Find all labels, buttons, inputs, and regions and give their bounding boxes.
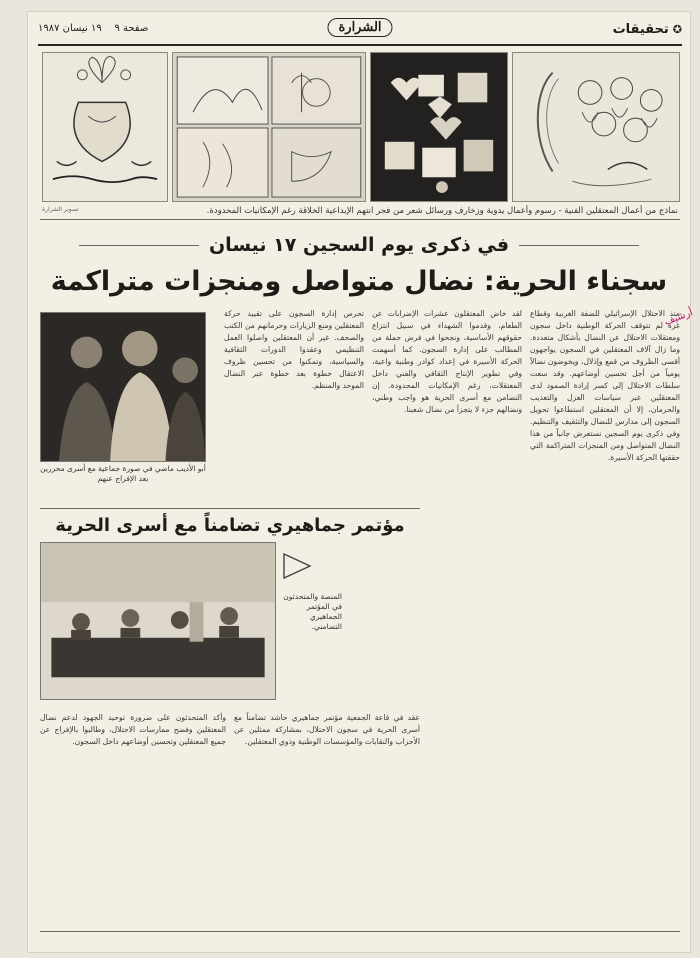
handwritten-annotation: أرشيف <box>663 307 695 328</box>
conference-column-2: وأكد المتحدثون على ضرورة توحيد الجهود لدعم نضال المعتقلين وفضح ممارسات الاحتلال، وطالبوا بالإفراج عن جميع المعتقلين وتحسين أوضاعهم داخل السجون. <box>40 713 226 746</box>
released-prisoners-caption: أبو الأديب ماضي في صورة جماعية مع أسرى محررين بعد الإفراج عنهم <box>40 464 206 483</box>
article-column-2: لقد خاض المعتقلون عشرات الإضرابات عن الطعام، وقدموا الشهداء في سبيل انتزاع حقوقهم الأساسية، ونجحوا في فرض جملة من المطالب على إدارة السجون. كما أسهمت الحركة الأسيرة في إعداد كوادر وطنية واعية، وفي تطوير الإنتاج الثقافي والفني داخل المعتقلات، رغم الإمكانيات المحدودة. إن التضامن مع أسرى الحرية هو واجب وطني، ونضالهم جزء لا يتجزأ من نضال شعبنا. <box>372 309 522 414</box>
vase-drawing-illustration <box>43 53 167 201</box>
drawings-collage-photo <box>172 52 366 202</box>
issue-date: ١٩ نيسان ١٩٨٧ <box>38 23 102 34</box>
kicker-rule-left <box>79 245 199 246</box>
article-kicker: في ذكرى يوم السجين ١٧ نيسان <box>28 234 690 256</box>
drawing-photo-children <box>512 52 680 202</box>
conference-panel-illustration <box>41 543 275 699</box>
masthead <box>38 18 682 46</box>
handicraft-photo-frames <box>370 52 508 202</box>
released-prisoners-photo <box>40 312 206 462</box>
conference-article <box>40 712 420 912</box>
article-column-1: منذ الاحتلال الإسرائيلي للضفة الغربية وقطاع غزة لم تتوقف الحركة الوطنية داخل سجون ومعتقلات الاحتلال عن النضال بأشكال متعددة. وما زال آلاف المعتقلين في السجون يواجهون أقسى الظروف من قمع وإذلال، ويخوضون نضالاً يومياً من أجل تحسين أوضاعهم. وقد سعت سلطات الاحتلال إلى كسر إرادة الصمود لدى المعتقلين عبر سياسات العزل والتعذيب والحرمان، إلا أن المعتقلين استطاعوا تحويل السجون إلى مدارس للنضال والتثقيف والتنظيم. وفي ذكرى يوم السجين نستعرض جانباً من هذا النضال المتواصل ومن المنجزات المتراكمة التي حققتها الحركة الأسيرة. <box>530 309 680 462</box>
footer-rule <box>40 931 680 932</box>
section-bullet-icon: ✪ <box>672 23 682 36</box>
section-title: ✪تحقيقات <box>612 22 682 37</box>
article-headline: سجناء الحرية: نضال متواصل ومنجزات متراكمة <box>50 266 668 297</box>
drawings-collage-illustration <box>173 53 365 201</box>
caption-arrow-icon <box>280 546 320 586</box>
page-label: صفحة ٩ <box>114 23 149 34</box>
conference-photo <box>40 542 276 700</box>
conference-photo-caption: المنصة والمتحدثون في المؤتمر الجماهيري التضامني. <box>283 592 342 631</box>
photo-credit: تصوير الشرارة <box>42 206 79 213</box>
photo-caption-strip <box>40 205 680 220</box>
newspaper-logo: الشرارة <box>327 18 392 37</box>
children-sketch-illustration <box>513 53 679 201</box>
newspaper-page <box>28 12 695 952</box>
photo-strip <box>40 52 680 202</box>
group-portrait-illustration <box>41 313 205 461</box>
vase-drawing-photo <box>42 52 168 202</box>
issue-info <box>38 23 148 34</box>
kicker-rule-right <box>519 245 639 246</box>
article-column-3: تحرص إدارة السجون على تقييد حركة المعتقلين ومنع الزيارات وحرمانهم من الكتب والصحف. غير أن المعتقلين واصلوا العمل التنظيمي وعقدوا الدورات الثقافية والسياسية، وتمكنوا من تحسين ظروف الاعتقال خطوة بعد خطوة عبر النضال الموحد والمنظم. <box>224 309 364 390</box>
handicraft-frames-illustration <box>371 53 507 201</box>
photo-caption: نماذج من أعمال المعتقلين الفنية - رسوم وأعمال يدوية وزخارف ورسائل شعر من فجر انتهم الإبداعية الخلاقة رغم الإمكانيات المحدودة. <box>206 206 678 216</box>
conference-headline: مؤتمر جماهيري تضامناً مع أسرى الحرية <box>40 508 420 536</box>
conference-column-1: عقد في قاعة الجمعية مؤتمر جماهيري حاشد تضامناً مع أسرى الحرية في سجون الاحتلال، بمشاركة ممثلين عن الأحزاب والنقابات والمؤسسات الوطنية وذوي المعتقلين. <box>234 713 420 746</box>
